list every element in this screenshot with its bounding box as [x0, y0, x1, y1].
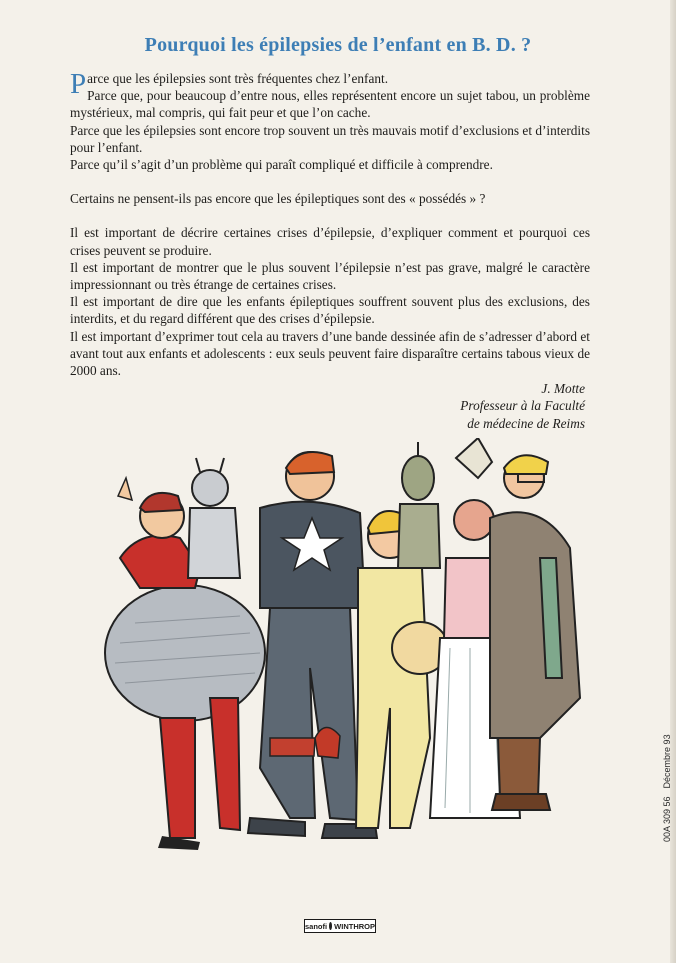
signature-title: Professeur à la Faculté — [460, 398, 585, 414]
signature — [460, 380, 585, 432]
spine-code-number: 00A 309 56 — [662, 796, 672, 842]
paragraph-1 — [70, 68, 590, 100]
signature-name: J. Motte — [541, 381, 585, 396]
paragraph-8: Il est important de dire que les enfants épileptiques souffrent souvent plus des exclusions, des interdits, et du regard différent que des crises d’épilepsie. — [70, 294, 590, 327]
sanofi-winthrop-logo — [304, 919, 376, 933]
signature-institution: de médecine de Reims — [467, 415, 585, 431]
grey-robot — [188, 458, 240, 578]
green-robot — [398, 442, 440, 568]
paragraph-9: Il est important d’exprimer tout cela au travers d’une bande dessinée afin de s’adresser d’abord et avant tout aux enfants et adolescents : eux seuls peuvent faire disparaître certains tabous vieux de 2000 ans. — [70, 328, 590, 379]
paragraph-5: Certains ne pensent-ils pas encore que les épileptiques sont des « possédés » ? — [70, 191, 486, 207]
paragraph-6: Il est important de décrire certaines crises d’épilepsie, d’expliquer comment et pourquoi ces crises peuvent se produire. — [70, 225, 590, 258]
logo-winthrop: WINTHROP — [334, 921, 375, 931]
body-text — [70, 70, 590, 379]
paragraph-7: Il est important de montrer que le plus souvent l’épilepsie n’est pas grave, malgré le caractère impressionnant ou très étrange de certaines crises. — [70, 259, 590, 293]
page-title: Pourquoi les épilepsies de l’enfant en B. D. ? — [144, 34, 532, 56]
drop-cap: P — [70, 68, 87, 100]
spine-code — [662, 734, 672, 842]
paragraph-1-text: arce que les épilepsies sont très fréquentes chez l’enfant. — [87, 71, 389, 86]
paragraph-4: Parce qu’il s’agit d’un problème qui paraît compliqué et difficile à comprendre. — [70, 157, 493, 173]
furry-coat-character — [490, 455, 580, 810]
paragraph-3: Parce que les épilepsies sont encore trop souvent un très mauvais motif d’exclusions et d’interdits pour l’enfant. — [70, 122, 590, 155]
spine-code-date: Décembre 93 — [662, 734, 672, 789]
cartoon-characters-illustration — [100, 438, 590, 878]
small-red-creature — [315, 727, 340, 758]
logo-sanofi: sanofi — [305, 921, 328, 931]
logo-icon — [329, 922, 332, 930]
paragraph-2: Parce que, pour beaucoup d’entre nous, elles représentent encore un sujet tabou, un problème mystérieux, mal compris, qui fait peur et que l’on cache. — [70, 88, 590, 121]
round-shield — [105, 585, 265, 721]
